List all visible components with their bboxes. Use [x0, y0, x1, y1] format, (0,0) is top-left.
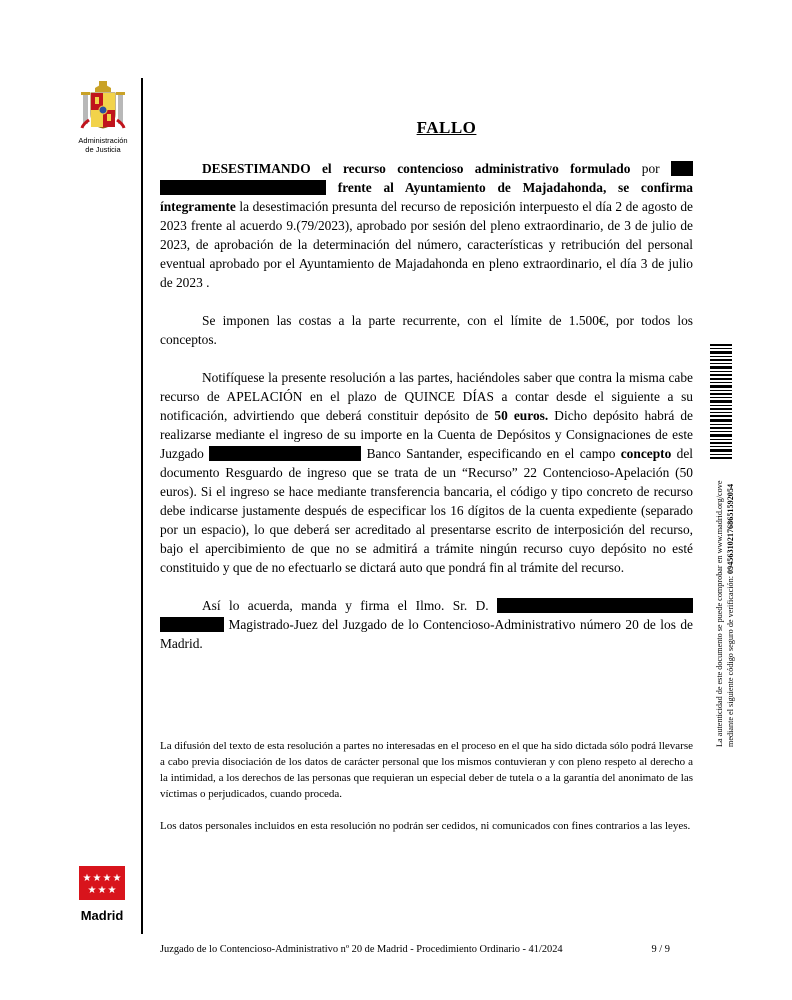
signature-text-2: Magistrado-Juez del Juzgado de lo Contencioso-Administrativo número 20 de los de Madrid.	[160, 617, 693, 651]
verification-line-1: La autenticidad de este documento se puede comprobar en www.madrid.org/cove	[715, 480, 724, 747]
verification-line-2: mediante el siguiente código seguro de verificación:	[726, 576, 735, 747]
privacy-notice	[160, 738, 693, 834]
svg-text:★: ★	[92, 873, 102, 884]
ruling-confirm: frente al Ayuntamiento de Majadahonda, se confirma íntegramente	[160, 180, 693, 214]
privacy-notice-1: La difusión del texto de esta resolución a partes no interesadas en el proceso en el que ha sido dictada sólo podrá llevarse a cabo previa disociación de los datos de carácter personal que los mismos contuvieran y con pleno respeto al derecho a la intimidad, a los derechos de las personas que requieran un especial deber de tutela o a la garantía del anonimato de las víctimas o perjudicados, cuando proceda.	[160, 740, 693, 800]
ruling-por: por	[641, 161, 660, 176]
verification-code: 0945631021768651592054	[726, 483, 735, 574]
signature-text-1: Así lo acuerda, manda y firma el Ilmo. Sr. D.	[202, 598, 489, 613]
redaction-box	[671, 161, 693, 176]
svg-text:★: ★	[102, 873, 112, 884]
madrid-logo	[76, 866, 128, 923]
appeal-text-4: del documento Resguardo de ingreso que se trata de un “Recurso” 22 Contencioso-Apelación (50 euros). Si el ingreso se hace mediante transferencia bancaria, el código y tipo concreto de recurso debe indicarse justamente después de especificar los 16 dígitos de la cuenta expediente (separado por un espacio), lo que deberá ser acreditado al presentarse escrito de interposición del recurso, bajo el apercibimiento de que no se admitirá a trámite ningún recurso cuyo depósito no esté constituido y que de no efectuarlo se dictará auto que pondrá fin al trámite del recurso.	[160, 446, 694, 575]
ruling-rest: la desestimación presunta del recurso de reposición interpuesto el día 2 de agosto de 2023 frente al acuerdo 9.(79/2023), aprobado por sesión del pleno extraordinario, de 3 de julio de 2023, de aprobación de la determinación del número, características y retribución del personal eventual aprobado por el Ayuntamiento de Majadahonda en pleno extraordinario, el día 3 de julio de 2023 .	[160, 199, 693, 290]
appeal-text-3: Banco Santander, especificando en el campo	[366, 446, 616, 461]
svg-text:★: ★	[107, 885, 117, 896]
svg-text:★: ★	[97, 885, 107, 896]
verification-text	[714, 447, 736, 747]
svg-text:★: ★	[87, 885, 97, 896]
coat-of-arms-icon	[77, 80, 129, 134]
redaction-box	[160, 617, 224, 632]
svg-text:★: ★	[82, 873, 92, 884]
page-footer	[160, 944, 670, 955]
footer-court: Juzgado de lo Contencioso-Administrativo nº 20 de Madrid - Procedimiento Ordinario - 41/2024	[160, 944, 563, 955]
redaction-box	[160, 180, 326, 195]
costs-paragraph: Se imponen las costas a la parte recurrente, con el límite de 1.500€, por todos los conceptos.	[160, 313, 693, 347]
left-margin-rule	[141, 78, 143, 934]
redaction-box	[209, 446, 361, 461]
appeal-amount: 50 euros.	[494, 408, 549, 423]
privacy-notice-2: Los datos personales incluidos en esta resolución no podrán ser cedidos, ni comunicados con fines contrarios a las leyes.	[160, 820, 691, 832]
barcode-icon	[710, 344, 732, 460]
appeal-paragraph	[160, 368, 693, 577]
document-body	[160, 118, 693, 653]
logo-caption-2: de Justicia	[85, 145, 121, 154]
page-title: FALLO	[416, 118, 477, 137]
madrid-stars-icon	[79, 866, 125, 900]
ruling-paragraph	[160, 159, 693, 292]
ruling-lead: DESESTIMANDO el recurso contencioso administrativo formulado	[202, 161, 631, 176]
page-number: 9 / 9	[651, 944, 670, 955]
appeal-text-1: Notifíquese la presente resolución a las partes, haciéndoles saber que contra la misma cabe recurso de APELACIÓN en el plazo de QUINCE DÍAS a contar desde el siguiente a su notificación, advirtiendo que deberá constituir depósito de	[160, 370, 693, 423]
logo-caption-1: Administración	[78, 136, 128, 145]
appeal-text-2: Dicho depósito habrá de realizarse mediante el ingreso de su importe en la Cuenta de Depósitos y Consignaciones de este Juzgado	[160, 408, 693, 461]
signature-paragraph	[160, 596, 693, 653]
svg-text:★: ★	[112, 873, 122, 884]
redaction-box	[497, 598, 693, 613]
appeal-concepto: concepto	[620, 446, 672, 461]
madrid-label: Madrid	[80, 908, 124, 923]
justice-logo	[72, 80, 134, 154]
